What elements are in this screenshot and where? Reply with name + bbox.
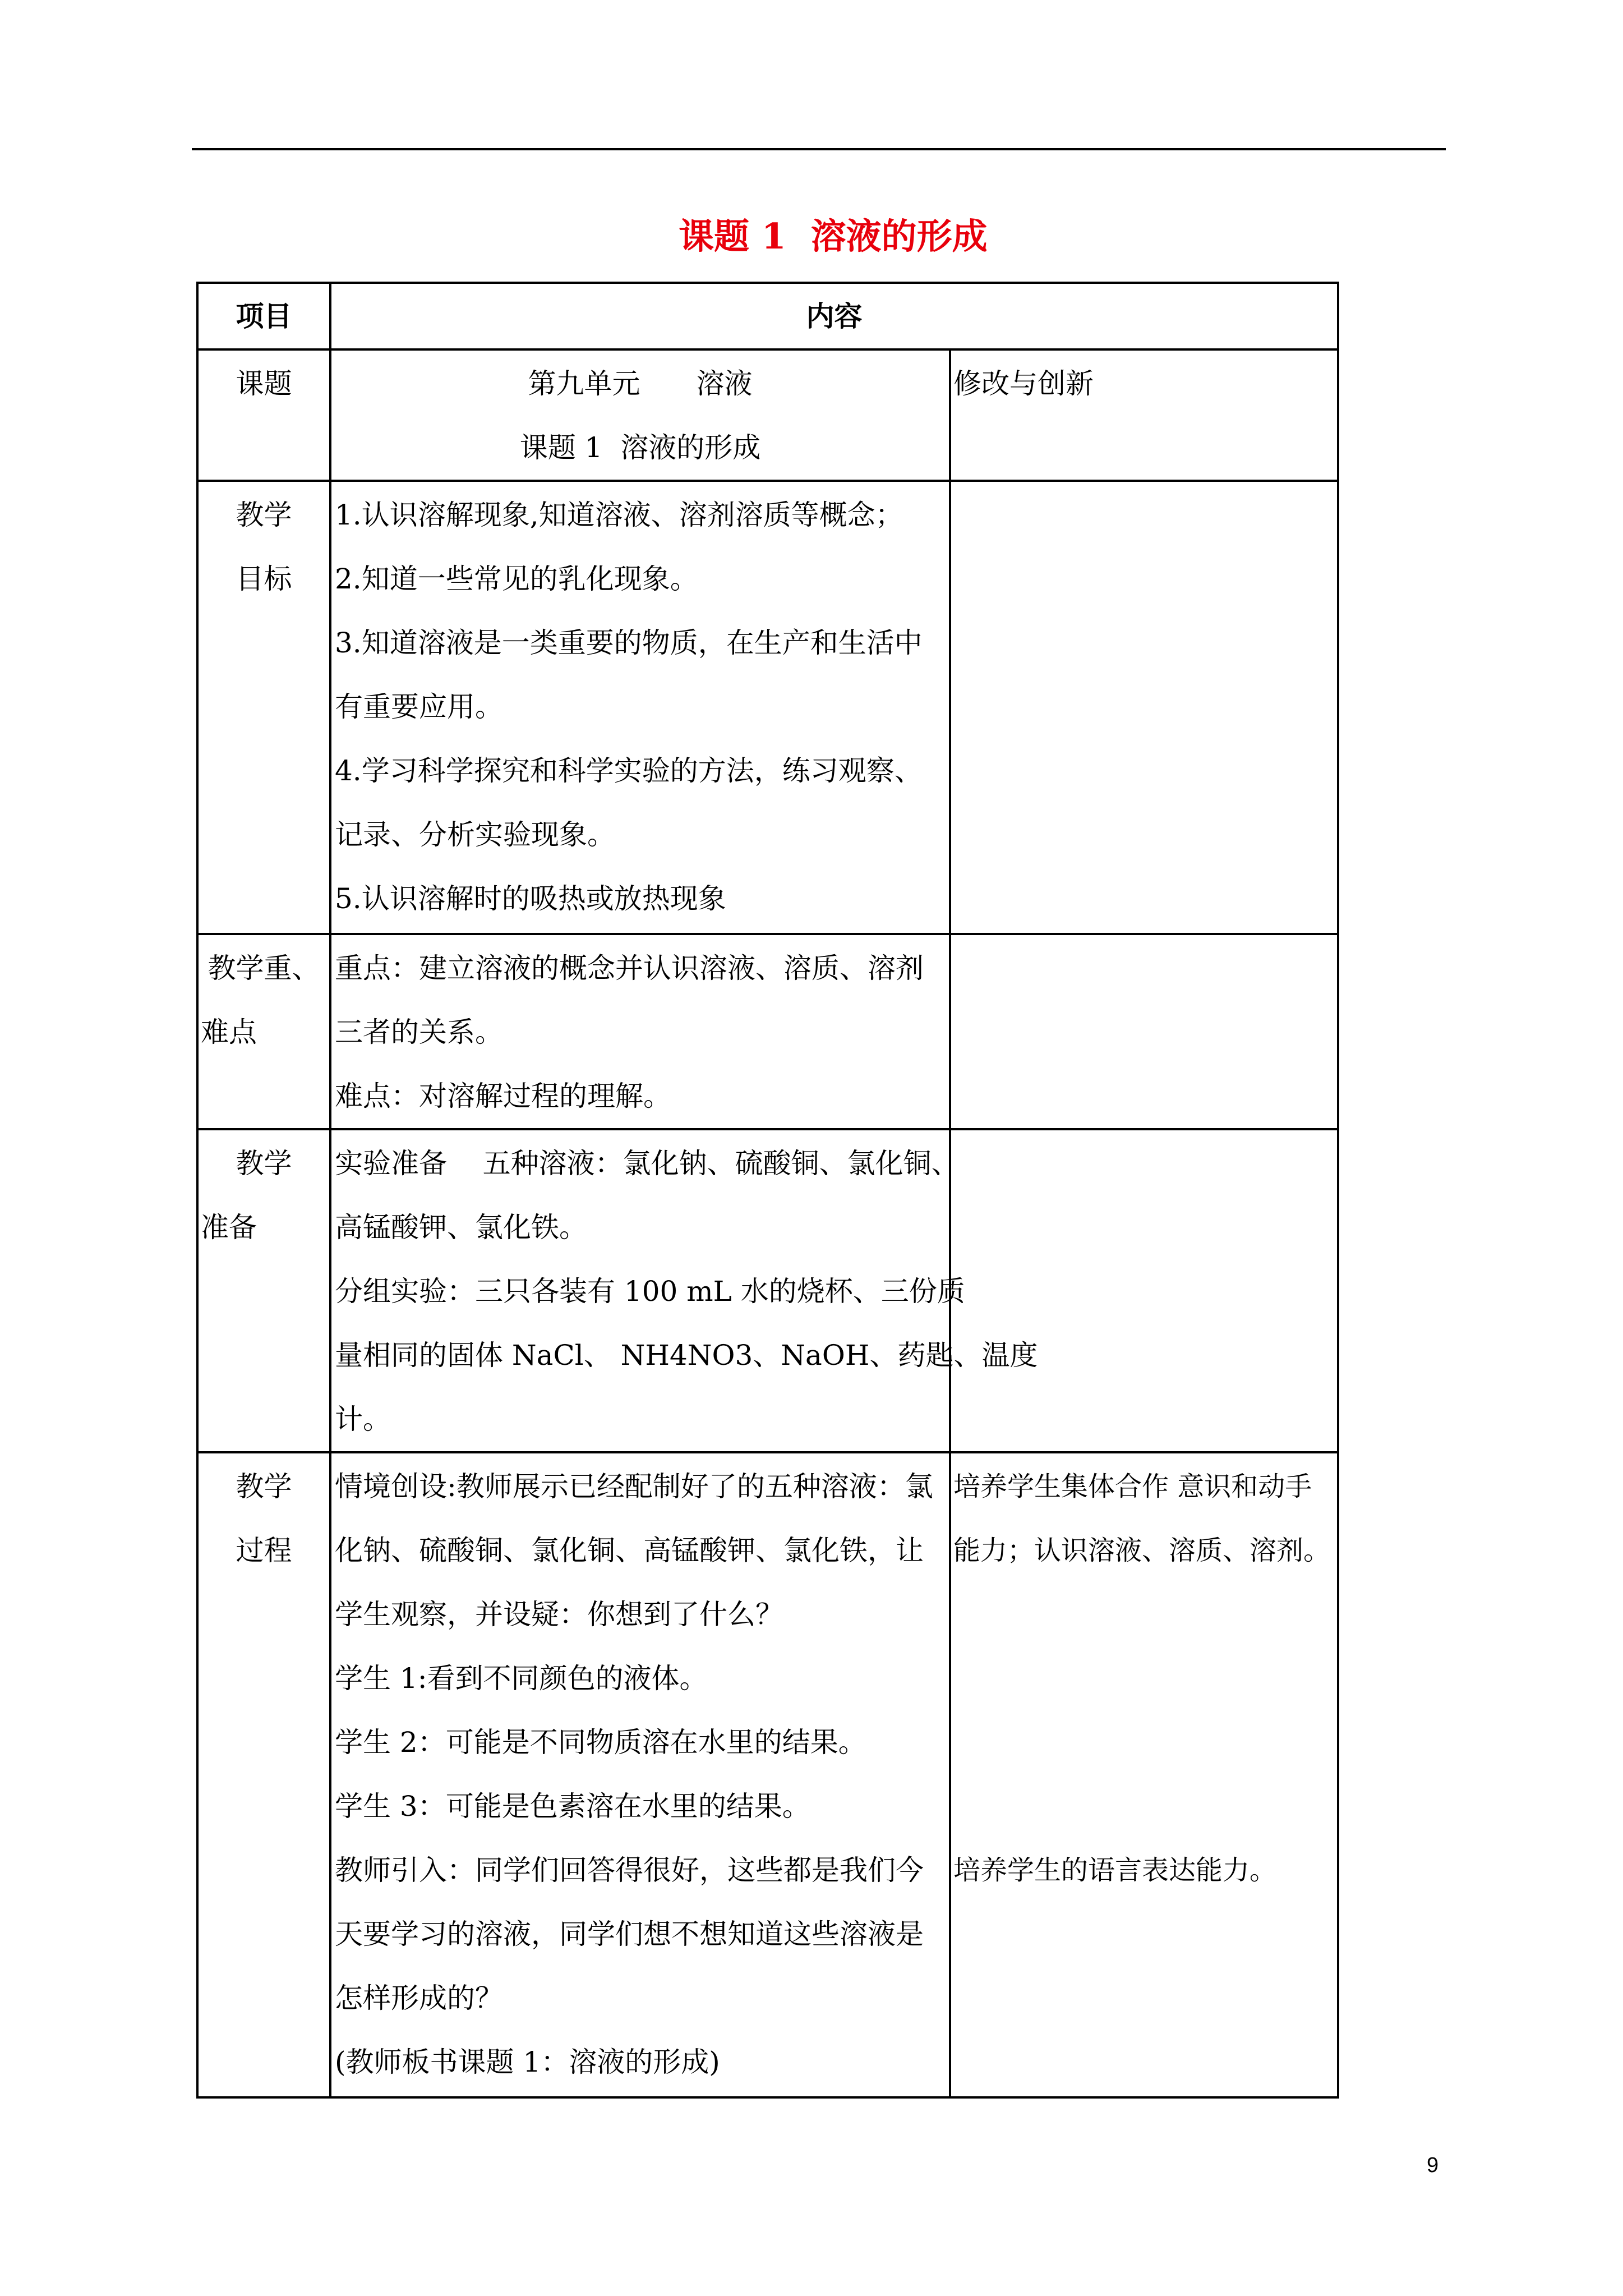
row-preparation — [197, 1129, 1338, 1452]
row-label — [197, 1129, 330, 1452]
row-notes — [950, 349, 1338, 481]
content-line: 教师引入：同学们回答得很好，这些都是我们今 — [335, 1854, 924, 1887]
content-line: 有重要应用。 — [335, 691, 503, 723]
page-number: 9 — [1427, 2154, 1439, 2177]
content-line: 2.知道一些常见的乳化现象。 — [335, 563, 698, 595]
content-line: (教师板书课题 1：溶液的形成) — [335, 2046, 720, 2078]
content-line: 怎样形成的？ — [335, 1982, 503, 2014]
label-line: 教学重、 — [208, 952, 320, 984]
content-line: 学生 3：可能是色素溶在水里的结果。 — [335, 1790, 810, 1823]
label-line: 难点 — [201, 1016, 257, 1048]
content-line: 课题 1 溶液的形成 — [519, 431, 761, 464]
row-notes — [950, 1452, 1338, 2097]
row-content — [330, 1452, 950, 2097]
content-line: 学生观察，并设疑：你想到了什么？ — [335, 1598, 783, 1631]
label-line: 教学 — [236, 1470, 292, 1503]
content-line: 实验准备 五种溶液：氯化钠、硫酸铜、氯化铜、 — [335, 1147, 960, 1180]
content-line: 重点：建立溶液的概念并认识溶液、溶质、溶剂 — [335, 952, 924, 984]
content-line: 高锰酸钾、氯化铁。 — [335, 1211, 587, 1244]
label-line: 准备 — [201, 1211, 257, 1244]
label-line: 教学 — [236, 499, 292, 531]
content-line: 3.知道溶液是一类重要的物质，在生产和生活中 — [335, 627, 923, 659]
row-notes — [950, 934, 1338, 1129]
row-objectives — [197, 481, 1338, 934]
content-line: 情境创设:教师展示已经配制好了的五种溶液：氯 — [335, 1470, 933, 1503]
content-line: 记录、分析实验现象。 — [335, 818, 615, 851]
header-rule — [192, 148, 1446, 150]
content-line: 学生 2：可能是不同物质溶在水里的结果。 — [335, 1726, 866, 1759]
row-notes — [950, 1129, 1338, 1452]
header-content: 内容 — [330, 283, 1338, 349]
content-line: 难点：对溶解过程的理解。 — [335, 1080, 671, 1112]
content-line: 学生 1:看到不同颜色的液体。 — [335, 1662, 708, 1695]
row-label — [197, 934, 330, 1129]
row-notes — [950, 481, 1338, 934]
row-key-points — [197, 934, 1338, 1129]
label-line: 目标 — [236, 563, 292, 595]
notes-line: 能力；认识溶液、溶质、溶剂。 — [953, 1535, 1331, 1566]
row-content — [330, 349, 950, 481]
notes-line: 培养学生的语言表达能力。 — [953, 1855, 1277, 1886]
content-line: 天要学习的溶液，同学们想不想知道这些溶液是 — [335, 1918, 924, 1950]
content-line: 第九单元 溶液 — [528, 367, 753, 400]
table-header-row — [197, 283, 1338, 349]
lesson-plan-table — [196, 282, 1339, 2099]
row-label — [197, 481, 330, 934]
row-label — [197, 1452, 330, 2097]
content-line: 计。 — [335, 1403, 391, 1435]
content-line: 5.认识溶解时的吸热或放热现象 — [335, 882, 726, 915]
label-line: 课题 — [236, 367, 292, 400]
notes-line: 修改与创新 — [953, 367, 1094, 400]
content-line: 三者的关系。 — [335, 1016, 503, 1048]
row-process — [197, 1452, 1338, 2097]
page-title: 课题 1 溶液的形成 — [679, 215, 988, 257]
label-line: 过程 — [236, 1534, 292, 1567]
row-label — [197, 349, 330, 481]
row-content — [330, 481, 950, 934]
content-line: 1.认识溶解现象,知道溶液、溶剂溶质等概念； — [335, 499, 903, 531]
row-content — [330, 934, 950, 1129]
content-line: 分组实验：三只各装有 100 mL 水的烧杯、三份质 — [335, 1275, 965, 1308]
row-topic — [197, 349, 1338, 481]
notes-line: 培养学生集体合作 意识和动手 — [953, 1471, 1312, 1502]
content-line: 化钠、硫酸铜、氯化铜、高锰酸钾、氯化铁，让 — [335, 1534, 924, 1567]
row-content — [330, 1129, 1038, 1452]
header-item: 项目 — [197, 283, 330, 349]
label-line: 教学 — [236, 1147, 292, 1180]
content-line: 4.学习科学探究和科学实验的方法，练习观察、 — [335, 754, 923, 787]
content-line: 量相同的固体 NaCl、 NH4NO3、NaOH、药匙、温度 — [335, 1339, 1038, 1372]
